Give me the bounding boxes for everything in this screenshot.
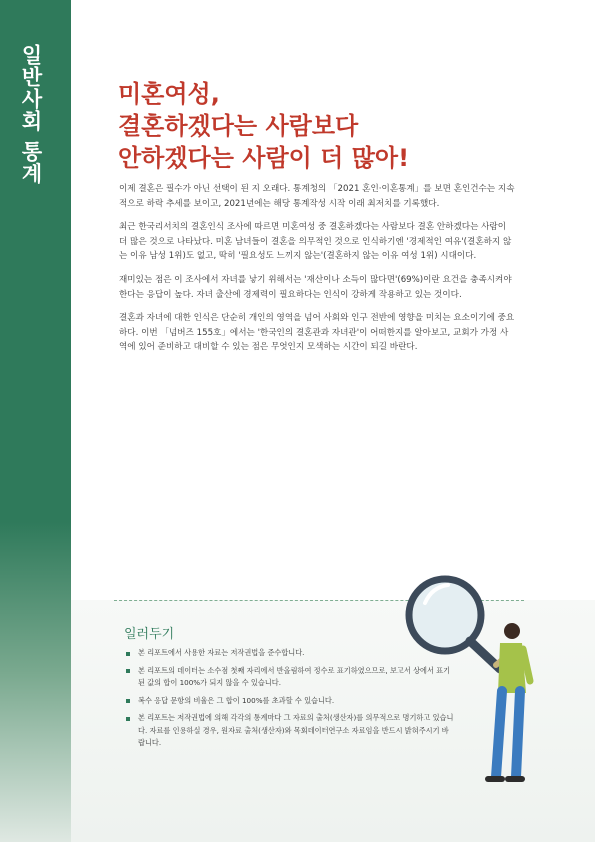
body-text — [119, 182, 515, 364]
person-head — [504, 623, 520, 639]
notes-item: 본 리포트에서 사용한 자료는 저작권법을 준수합니다. — [124, 647, 454, 660]
notes-title: 일러두기 — [124, 627, 175, 642]
headline — [118, 78, 409, 174]
notes-item: 복수 응답 문항의 비율은 그 합이 100%를 초과할 수 있습니다. — [124, 695, 454, 708]
person-leg — [496, 691, 502, 777]
notes-item: 본 리포트는 저작권법에 의해 각각의 통계마다 그 자료의 출처(생산자)를 의무적으로 명기하고 있습니다. 자료를 인용하실 경우, 원자료 출처(생산자)와 목회데이터연구소 자료임을 반드시 밝혀주시기 바랍니다. — [124, 712, 454, 750]
sidebar — [0, 0, 71, 842]
notes-item: 본 리포트의 데이터는 소수점 첫째 자리에서 반올림하여 정수로 표기하였으므로, 보고서 상에서 표기된 값의 합이 100%가 되지 않을 수 있습니다. — [124, 665, 454, 690]
headline-line: 결혼하겠다는 사람보다 — [118, 112, 359, 140]
body-paragraph: 이제 결혼은 필수가 아닌 선택이 된 지 오래다. 통계청의 「2021 혼인·이혼통계」를 보면 혼인건수는 지속적으로 하락 추세를 보이고, 2021년에는 해당 통계작성 시작 이래 최저치를 기록했다. — [119, 184, 515, 209]
body-paragraph: 결혼과 자녀에 대한 인식은 단순히 개인의 영역을 넘어 사회와 인구 전반에 영향을 미치는 요소이기에 중요하다. 이번 「넘버즈 155호」에서는 '한국인의 결혼관과 자녀관'이 어떠한지를 알아보고, 교회가 가정 사역에 있어 준비하고 대비할 수 있는 점은 무엇인지 모색하는 시간이 되길 바란다. — [119, 313, 515, 353]
magnifier-person-illustration — [400, 565, 540, 815]
body-paragraph: 최근 한국리서치의 결혼인식 조사에 따르면 미혼여성 중 결혼하겠다는 사람보다 결혼 안하겠다는 사람이 더 많은 것으로 나타났다. 미혼 남녀들이 결혼을 의무적인 것으로 인식하기엔 '경제적인 여유'(결혼하지 않는 이유 남성 1위)도 없고, 딱히 '필요성도 느끼지 않는'(결혼하지 않는 이유 여성 1위) 시대이다. — [119, 222, 512, 262]
headline-line: 미혼여성, — [118, 80, 220, 108]
person-leg — [516, 691, 520, 777]
body-paragraph: 재미있는 점은 이 조사에서 자녀를 낳기 위해서는 '재산이나 소득이 많다면'(69%)이란 요건을 충족시켜야 한다는 응답이 높다. 자녀 출산에 경제력이 필요하다는 인식이 강하게 작용하고 있는 것이다. — [119, 274, 512, 300]
headline-line: 안하겠다는 사람이 더 많아! — [118, 144, 410, 172]
sidebar-title: 일반사회 통계 — [19, 44, 43, 185]
